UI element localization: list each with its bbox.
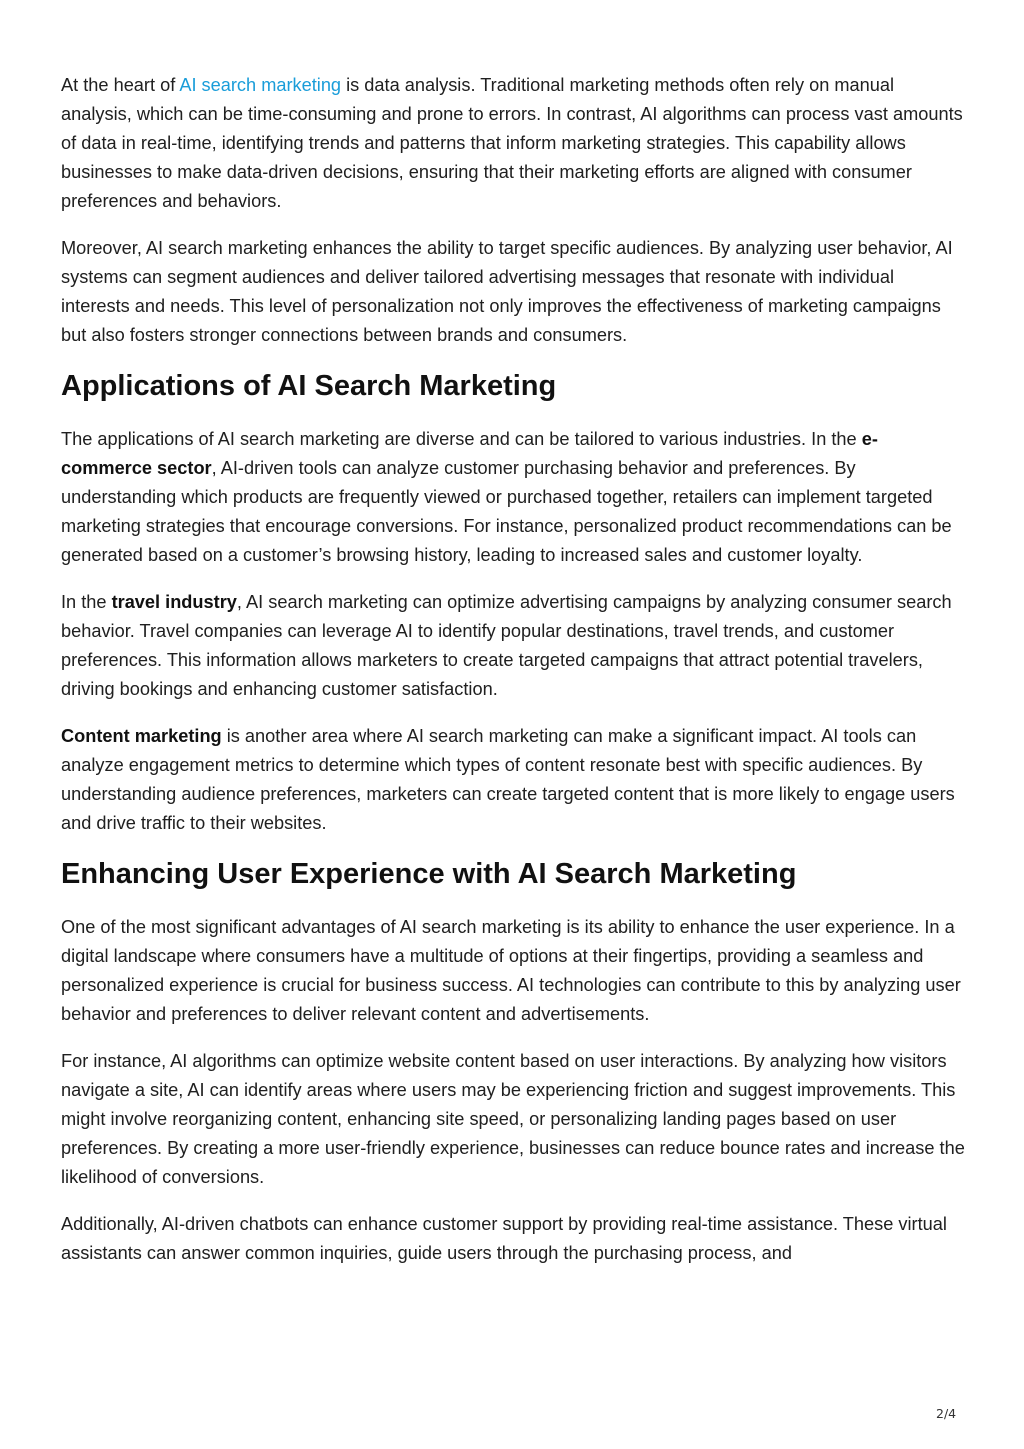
bold-travel-industry: travel industry xyxy=(111,592,237,612)
paragraph-website-optimization: For instance, AI algorithms can optimize website content based on user interactions. By analyzing how visitors navigate a site, AI can identify areas where users may be experiencing friction and suggest improvements. This might involve reorganizing content, enhancing site speed, or personalizing landing pages based on user preferences. By creating a more user-friendly experience, businesses can reduce bounce rates and increase the likelihood of conversions. xyxy=(61,1051,965,1187)
paragraph-ecommerce: The applications of AI search marketing are diverse and can be tailored to various industries. In the e-commerce sector, AI-driven tools can analyze customer purchasing behavior and preferences. By understanding which products are frequently viewed or purchased together, retailers can implement targeted marketing strategies that encourage conversions. For instance, personalized product recommendations can be generated based on a customer’s browsing history, leading to increased sales and customer loyalty. xyxy=(61,429,952,565)
heading-user-experience: Enhancing User Experience with AI Search Marketing xyxy=(61,858,797,890)
paragraph-user-experience: One of the most significant advantages of AI search marketing is its ability to enhance the user experience. In a digital landscape where consumers have a multitude of options at their fingertips, providing a seamless and personalized experience is crucial for business success. AI technologies can contribute to this by analyzing user behavior and preferences to deliver relevant content and advertisements. xyxy=(61,917,961,1024)
page-number: 2/4 xyxy=(936,1406,957,1421)
ai-search-marketing-link[interactable]: AI search marketing xyxy=(179,75,342,95)
paragraph-travel: In the travel industry, AI search marketing can optimize advertising campaigns by analyzing consumer search behavior. Travel companies can leverage AI to identify popular destinations, travel trends, and customer preferences. This information allows marketers to create targeted campaigns that attract potential travelers, driving bookings and enhancing customer satisfaction. xyxy=(61,592,952,699)
bold-ecommerce-sector: e-commerce sector xyxy=(61,429,878,478)
paragraph-data-analysis: At the heart of AI search marketing is data analysis. Traditional marketing methods often rely on manual analysis, which can be time-consuming and prone to errors. In contrast, AI algorithms can process vast amounts of data in real-time, identifying trends and patterns that inform marketing strategies. This capability allows businesses to make data-driven decisions, ensuring that their marketing efforts are aligned with consumer preferences and behaviors. xyxy=(61,75,963,211)
heading-applications: Applications of AI Search Marketing xyxy=(61,370,557,402)
paragraph-chatbots: Additionally, AI-driven chatbots can enhance customer support by providing real-time assistance. These virtual assistants can answer common inquiries, guide users through the purchasing process, and xyxy=(61,1214,947,1263)
document-body xyxy=(61,71,966,1286)
paragraph-content-marketing: Content marketing is another area where AI search marketing can make a significant impact. AI tools can analyze engagement metrics to determine which types of content resonate best with specific audiences. By understanding audience preferences, marketers can create targeted content that is more likely to engage users and drive traffic to their websites. xyxy=(61,726,955,833)
paragraph-target-audiences: Moreover, AI search marketing enhances the ability to target specific audiences. By analyzing user behavior, AI systems can segment audiences and deliver tailored advertising messages that resonate with individual interests and needs. This level of personalization not only improves the effectiveness of marketing campaigns but also fosters stronger connections between brands and consumers. xyxy=(61,238,953,345)
bold-content-marketing: Content marketing xyxy=(61,726,222,746)
